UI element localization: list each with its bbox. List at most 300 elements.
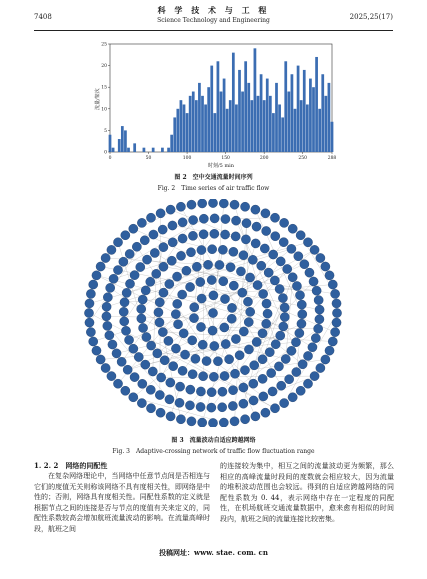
network-node <box>141 360 150 369</box>
network-node <box>226 263 235 272</box>
network-node <box>215 260 224 269</box>
network-node <box>109 274 118 283</box>
network-node <box>279 238 288 247</box>
network-node <box>103 321 112 330</box>
network-node <box>262 226 271 235</box>
chart-bar <box>133 143 136 152</box>
network-node <box>229 281 238 290</box>
y-tick-label: 5 <box>104 128 107 134</box>
chart-bar <box>167 148 170 152</box>
network-node <box>198 340 207 349</box>
network-node <box>229 247 238 256</box>
network-node <box>156 209 165 218</box>
chart-bar <box>324 96 327 152</box>
network-node <box>106 283 115 292</box>
network-node <box>203 260 212 269</box>
network-node <box>264 268 273 277</box>
network-node <box>171 310 180 319</box>
network-node <box>138 295 147 304</box>
network-node <box>239 383 248 392</box>
network-node <box>240 202 249 211</box>
network-edge <box>89 313 275 408</box>
network-node <box>308 343 317 352</box>
network-node <box>252 337 261 346</box>
network-node <box>251 205 260 214</box>
network-node <box>190 303 199 312</box>
network-node <box>239 327 248 336</box>
y-tick-label: 15 <box>101 85 107 91</box>
chart-bar <box>192 92 195 152</box>
chart-bar <box>275 83 278 152</box>
chart-bar <box>195 100 198 152</box>
network-node <box>148 367 157 376</box>
network-node <box>281 354 290 363</box>
network-node <box>119 257 128 266</box>
network-node <box>252 222 261 231</box>
network-node <box>185 282 194 291</box>
network-node <box>172 272 181 281</box>
network-node <box>280 218 289 227</box>
network-node <box>287 244 296 253</box>
network-node <box>192 262 201 271</box>
network-node <box>187 417 196 426</box>
chart-bar <box>173 117 176 152</box>
figure2-caption-en: Fig. 2 Time series of air traffic flow <box>157 185 270 192</box>
network-node <box>310 245 319 254</box>
network-node <box>101 363 110 372</box>
network-node <box>261 209 270 218</box>
network-node <box>276 331 285 340</box>
network-node <box>294 252 303 261</box>
network-node <box>218 387 227 396</box>
network-node <box>267 368 276 377</box>
network-node <box>89 280 98 289</box>
header-rule <box>34 30 393 31</box>
figure3-caption-en: Fig. 3 Adaptive-crossing network of traffic flow fluctuation range <box>112 448 315 455</box>
network-node <box>230 369 239 378</box>
network-node <box>154 308 163 317</box>
journal-title-en: Science Technology and Engineering <box>157 17 270 24</box>
network-node <box>120 298 129 307</box>
network-node <box>220 230 229 239</box>
chart-bar <box>321 74 324 152</box>
network-node <box>85 318 94 327</box>
network-node <box>285 375 294 384</box>
network-node <box>239 251 248 260</box>
network-node <box>196 387 205 396</box>
network-node <box>316 253 325 262</box>
chart-bars <box>109 48 334 152</box>
network-node <box>280 312 289 321</box>
chart-y-label: 流量/架次 <box>95 88 101 110</box>
network-node <box>165 279 174 288</box>
network-node <box>168 238 177 247</box>
network-node <box>199 214 208 223</box>
network-node <box>240 366 249 375</box>
network-node <box>244 345 253 354</box>
network-node <box>260 244 269 253</box>
network-node <box>296 231 305 240</box>
network-node <box>155 298 164 307</box>
network-node <box>279 322 288 331</box>
network-node <box>230 417 239 426</box>
network-node <box>103 293 112 302</box>
network-node <box>175 398 184 407</box>
network-node <box>259 289 268 298</box>
network-node <box>102 312 111 321</box>
network-node <box>332 308 341 317</box>
network-node <box>240 415 249 424</box>
chart-bar <box>309 79 312 152</box>
network-node <box>86 328 95 337</box>
network-node <box>278 293 287 302</box>
chart-bar <box>204 104 207 152</box>
network-node <box>258 355 267 364</box>
network-node <box>199 372 208 381</box>
network-node <box>325 271 334 280</box>
chart-bar <box>272 113 275 152</box>
network-node <box>274 362 283 371</box>
network-node <box>196 402 205 411</box>
chart-bar <box>269 96 272 152</box>
network-node <box>137 314 146 323</box>
network-node <box>119 307 128 316</box>
chart-bar <box>152 148 155 152</box>
network-node <box>244 317 253 326</box>
network-node <box>261 408 270 417</box>
chart-bar <box>247 83 250 152</box>
network-node <box>108 340 117 349</box>
chart-bar <box>201 96 204 152</box>
network-node <box>137 304 146 313</box>
network-node <box>186 385 195 394</box>
network-node <box>176 251 185 260</box>
network-node <box>270 404 279 413</box>
network-node <box>230 200 239 209</box>
chart-bar <box>226 109 229 152</box>
network-node <box>300 260 309 269</box>
chart-bar <box>186 113 189 152</box>
network-node <box>263 309 272 318</box>
body-text-left: 在复杂网络理论中，当网络中任意节点间是否相连与它们的度值无关则称该网络不具有度相关性，即网络是中性的；否则，网络具有度相关性。同配性系数的定义就是根据节点之间的连接是否与节点的度值有关来定义的，同配性系数较高会增加航班流量波动的影响。在流量高峰时段，航班之间 <box>34 472 210 533</box>
network-node <box>171 344 180 353</box>
chart-bar <box>254 48 257 152</box>
network-node <box>218 403 227 412</box>
network-node <box>219 277 228 286</box>
network-node <box>238 288 247 297</box>
chart-bar <box>260 74 263 152</box>
network-node <box>164 336 173 345</box>
network-node <box>271 340 280 349</box>
network-node <box>198 418 207 427</box>
chart-bar <box>318 109 321 152</box>
y-tick-label: 20 <box>101 64 107 70</box>
chart-bar <box>118 139 121 152</box>
network-node <box>292 281 301 290</box>
network-node <box>269 250 278 259</box>
network-node <box>220 323 229 332</box>
network-node <box>314 296 323 305</box>
network-node <box>107 371 116 380</box>
network-node <box>208 326 217 335</box>
network-node <box>251 412 260 421</box>
network-node <box>332 299 341 308</box>
chart-bar <box>143 148 146 152</box>
network-node <box>259 392 268 401</box>
network-node <box>176 415 185 424</box>
network-node <box>295 291 304 300</box>
network-node <box>134 352 143 361</box>
chart-bar <box>124 130 127 152</box>
network-node <box>96 262 105 271</box>
chart-bar <box>183 104 186 152</box>
network-node <box>316 363 325 372</box>
y-tick-label: 10 <box>101 107 107 113</box>
network-node <box>236 267 245 276</box>
network-node <box>188 336 197 345</box>
network-node <box>268 387 277 396</box>
network-node <box>249 379 258 388</box>
network-node <box>245 273 254 282</box>
chart-bar <box>294 109 297 152</box>
x-tick-label: 250 <box>298 156 308 161</box>
x-tick-label: 288 <box>327 156 337 161</box>
network-node <box>328 280 337 289</box>
network-node <box>159 262 168 271</box>
network-node <box>325 346 334 355</box>
chart-bar <box>266 79 269 152</box>
network-node <box>249 396 258 405</box>
network-node <box>178 366 187 375</box>
network-node <box>270 213 279 222</box>
network-node <box>140 236 149 245</box>
network-node <box>173 320 182 329</box>
network-node <box>155 318 164 327</box>
network-node <box>92 271 101 280</box>
network-node <box>210 214 219 223</box>
network-node <box>102 302 111 311</box>
network-node <box>262 299 271 308</box>
chart-bar <box>238 70 241 152</box>
network-node <box>280 303 289 312</box>
chart-bar <box>235 104 238 152</box>
network-node <box>185 401 194 410</box>
network-node <box>235 351 244 360</box>
network-node <box>228 386 237 395</box>
network-node <box>331 289 340 298</box>
network-node <box>315 305 324 314</box>
network-node <box>208 199 217 208</box>
network-node <box>125 249 134 258</box>
chart-bar <box>291 74 294 152</box>
network-node <box>158 225 167 234</box>
network-node <box>152 269 161 278</box>
network-node <box>117 357 126 366</box>
network-node <box>220 294 229 303</box>
network-node <box>298 310 307 319</box>
network-node <box>295 329 304 338</box>
network-node <box>243 297 252 306</box>
body-text-right: 的连接较为集中，相互之间的流量波动更为频繁，那么相应的高峰流量时段间的度数就会相应较大，因为流量的堆积波动范围也会较远。得到的自适应跨越网络的同配性系数为 0. 44，表示网络中存在一定程度的同配性，在机场航班交通流量数据中，愈来愈有相似的时间段内，航班之间的流量连接比较密集。 <box>220 462 394 523</box>
traffic-time-series-chart <box>92 40 342 168</box>
network-node <box>85 299 94 308</box>
network-node <box>198 199 207 208</box>
network-edge <box>213 250 222 296</box>
network-node <box>137 399 146 408</box>
network-node <box>305 268 314 277</box>
chart-bar <box>331 122 334 152</box>
network-node <box>125 279 134 288</box>
section-title: 1. 2. 2 网络的同配性 <box>34 461 108 470</box>
network-node <box>314 324 323 333</box>
network-node <box>220 371 229 380</box>
network-node <box>166 205 175 214</box>
network-node <box>124 335 133 344</box>
network-node <box>332 318 341 327</box>
chart-bar <box>284 61 287 152</box>
x-tick-label: 150 <box>221 156 230 161</box>
chart-bar <box>315 57 318 152</box>
network-node <box>331 328 340 337</box>
network-node <box>297 300 306 309</box>
chart-bar <box>306 104 309 152</box>
x-tick-label: 0 <box>108 156 112 161</box>
network-node <box>142 255 151 264</box>
network-node <box>242 219 251 228</box>
network-node <box>221 339 230 348</box>
network-node <box>292 367 301 376</box>
network-node <box>179 329 188 338</box>
network-node <box>92 346 101 355</box>
chart-bar <box>244 61 247 152</box>
network-node <box>176 202 185 211</box>
chart-bar <box>232 53 235 152</box>
chart-bar <box>278 104 281 152</box>
footer-url: 投稿网址：www. stae. com. cn <box>159 548 268 557</box>
network-node <box>132 242 141 251</box>
network-node <box>202 356 211 365</box>
network-node <box>113 379 122 388</box>
network-node <box>168 221 177 230</box>
network-node <box>218 245 227 254</box>
network-node <box>246 307 255 316</box>
network-node <box>137 218 146 227</box>
network-node <box>196 277 205 286</box>
network-node <box>231 232 240 241</box>
network-node <box>130 373 139 382</box>
figure2-caption-cn: 图 2 空中交通流量时间序列 <box>174 174 253 181</box>
chart-bar <box>297 66 300 152</box>
chart-bar <box>112 148 115 152</box>
network-node <box>147 341 156 350</box>
network-node <box>311 334 320 343</box>
figure3-caption <box>0 435 427 455</box>
network-node <box>207 403 216 412</box>
network-node <box>231 216 240 225</box>
network-node <box>221 214 230 223</box>
network-node <box>169 362 178 371</box>
network-node <box>129 344 138 353</box>
network-node <box>188 370 197 379</box>
network-node <box>96 355 105 364</box>
network-node <box>129 393 138 402</box>
network-node <box>175 382 184 391</box>
network-node <box>227 314 236 323</box>
chart-bar <box>207 87 210 152</box>
network-node <box>239 399 248 408</box>
network-node <box>157 373 166 382</box>
network-node <box>257 261 266 270</box>
network-node <box>136 262 145 271</box>
chart-bar <box>257 96 260 152</box>
x-tick-label: 200 <box>259 156 269 161</box>
x-tick-label: 100 <box>182 156 192 161</box>
network-node <box>315 315 324 324</box>
network-node <box>101 253 110 262</box>
network-node <box>197 245 206 254</box>
network-node <box>231 334 240 343</box>
network-node <box>251 239 260 248</box>
network-node <box>146 277 155 286</box>
network-node <box>187 200 196 209</box>
network-node <box>291 338 300 347</box>
chart-bar <box>161 148 164 152</box>
network-node <box>228 401 237 410</box>
issue-info: 2025,25(17) <box>349 13 393 21</box>
chart-bar <box>127 148 130 152</box>
network-node <box>250 361 259 370</box>
network-node <box>277 381 286 390</box>
chart-bar <box>198 83 201 152</box>
network-node <box>158 327 167 336</box>
network-node <box>178 290 187 299</box>
network-node <box>146 213 155 222</box>
network-node <box>207 388 216 397</box>
figure3-caption-cn: 图 3 流量波动自适应跨越网络 <box>171 437 256 444</box>
chart-bar <box>176 109 179 152</box>
network-node <box>208 418 217 427</box>
network-node <box>89 337 98 346</box>
network-node <box>225 355 234 364</box>
network-node <box>288 393 297 402</box>
network-node <box>312 286 321 295</box>
network-node <box>270 276 279 285</box>
network-node <box>167 256 176 265</box>
network-node <box>138 379 147 388</box>
network-node <box>129 224 138 233</box>
network-node <box>208 308 217 317</box>
network-node <box>146 404 155 413</box>
network-node <box>121 326 130 335</box>
network-node <box>283 264 292 273</box>
chart-bar <box>303 70 306 152</box>
network-node <box>196 322 205 331</box>
network-node <box>166 412 175 421</box>
chart-bar <box>109 135 112 152</box>
network-node <box>191 354 200 363</box>
network-node <box>303 238 312 247</box>
network-node <box>155 390 164 399</box>
chart-bar <box>312 87 315 152</box>
network-node <box>189 313 198 322</box>
network-node <box>248 255 257 264</box>
network-node <box>271 232 280 241</box>
network-node <box>262 319 271 328</box>
network-node <box>207 275 216 284</box>
network-node <box>146 385 155 394</box>
chart-bar <box>223 79 226 152</box>
chart-bar <box>180 100 183 152</box>
